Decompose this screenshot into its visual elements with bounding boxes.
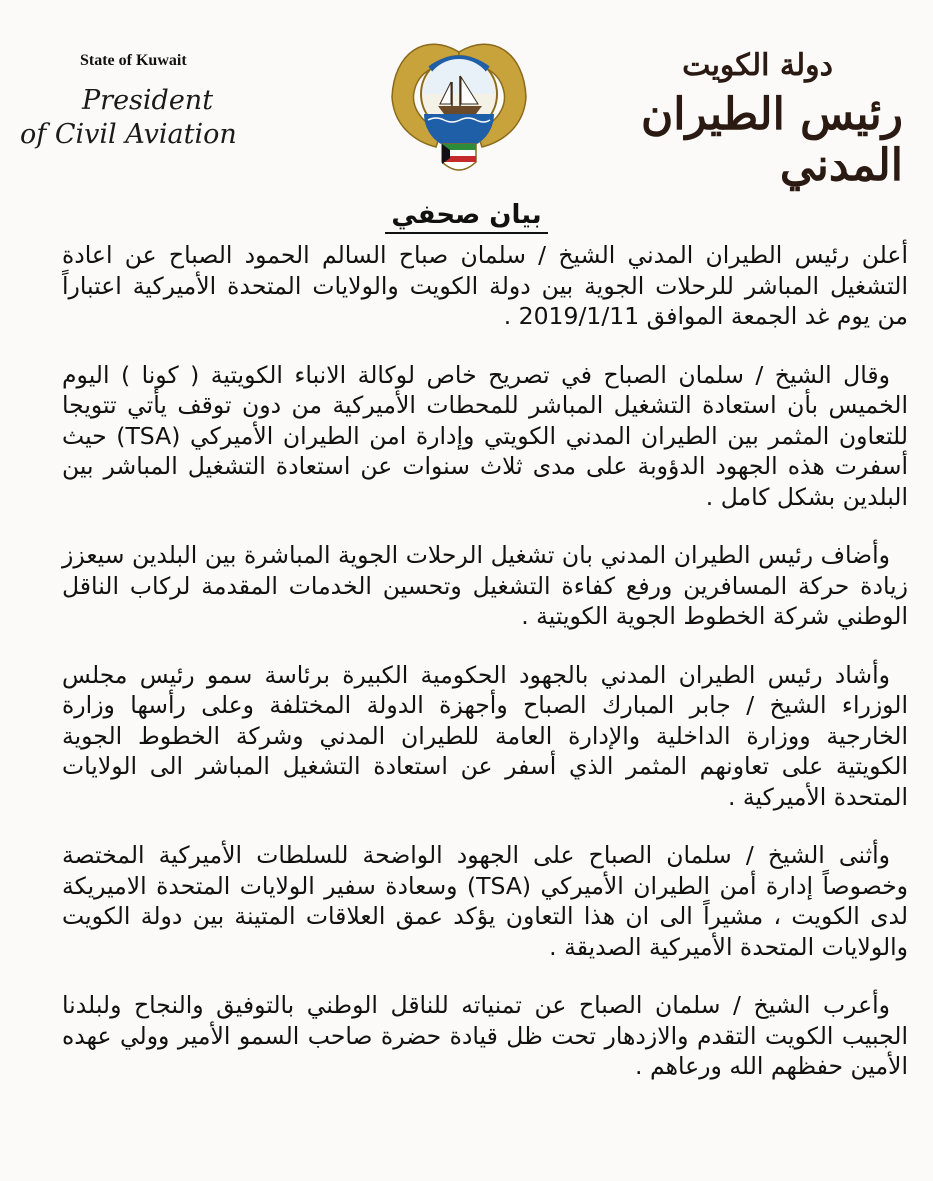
paragraph-2: وقال الشيخ / سلمان الصباح في تصريح خاص لوكالة الانباء الكويتية ( كونا ) اليوم الخميس بأن استعادة التشغيل المباشر للمحطات الأميركية من دون توقف يأتي تتويجا للتعاون المثمر بين الطيران المدني الكويتي وإدارة امن الطيران الأميركي (TSA) حيث أسفرت هذه الجهود الدؤوبة على مدى ثلاث سنوات عن استعادة التشغيل المباشر بين البلدين بشكل كامل . xyxy=(62,360,908,511)
english-letterhead xyxy=(20,52,320,152)
press-release-body xyxy=(62,240,908,1110)
document-title xyxy=(0,200,933,230)
kuwait-emblem-icon xyxy=(386,22,532,187)
paragraph-5: وأثنى الشيخ / سلمان الصباح على الجهود الواضحة للسلطات الأميركية المختصة وخصوصاً إدارة أمن الطيران الأميركي (TSA) وسعادة سفير الولايات المتحدة الاميريكة لدى الكويت ، مشيراً الى ان هذا التعاون يؤكد عمق العلاقات المتينة بين دولة الكويت والولايات المتحدة الأميركية الصديقة . xyxy=(62,841,908,961)
state-of-kuwait-label: State of Kuwait xyxy=(80,52,187,69)
arabic-letterhead xyxy=(603,48,903,191)
document-title-text: بيان صحفي xyxy=(385,200,547,234)
paragraph-6: وأعرب الشيخ / سلمان الصباح عن تمنياته للناقل الوطني بالتوفيق والنجاح ولبلدنا الجبيب الكويت التقدم والازدهار تحت ظل قيادة حضرة صاحب السمو الأمير وولي عهده الأمين حفظهم الله ورعاهم . xyxy=(62,991,908,1080)
paragraph-1: أعلن رئيس الطيران المدني الشيخ / سلمان صباح السالم الحمود الصباح عن اعادة التشغيل المباشر للرحلات الجوية بين دولة الكويت والولايات المتحدة الأميركية اعتباراً من يوم غد الجمعة الموافق 2019/1/11 . xyxy=(62,241,908,330)
president-label: President xyxy=(82,85,214,116)
arabic-title-label: رئيس الطيران المدني xyxy=(640,89,903,191)
paragraph-3: وأضاف رئيس الطيران المدني بان تشغيل الرحلات الجوية المباشرة بين البلدين سيعزز زيادة حركة المسافرين ورفع كفاءة التشغيل وتحسين الخدمات المقدمة لركاب الناقل الوطني شركة الخطوط الجوية الكويتية . xyxy=(62,541,908,630)
paragraph-4: وأشاد رئيس الطيران المدني بالجهود الحكومية الكبيرة برئاسة سمو رئيس مجلس الوزراء الشيخ / جابر المبارك الصباح وأجهزة الدولة المختلفة وعلى رأسها وزارة الخارجية ووزارة الداخلية والإدارة العامة للطيران المدني وشركة الخطوط الجوية الكويتية على تعاونهم المثمر الذي أسفر عن استعادة التشغيل المباشر الى الولايات المتحدة الأميركية . xyxy=(62,660,908,811)
arabic-state-label: دولة الكويت xyxy=(682,48,833,83)
civil-aviation-label: of Civil Aviation xyxy=(20,119,237,150)
